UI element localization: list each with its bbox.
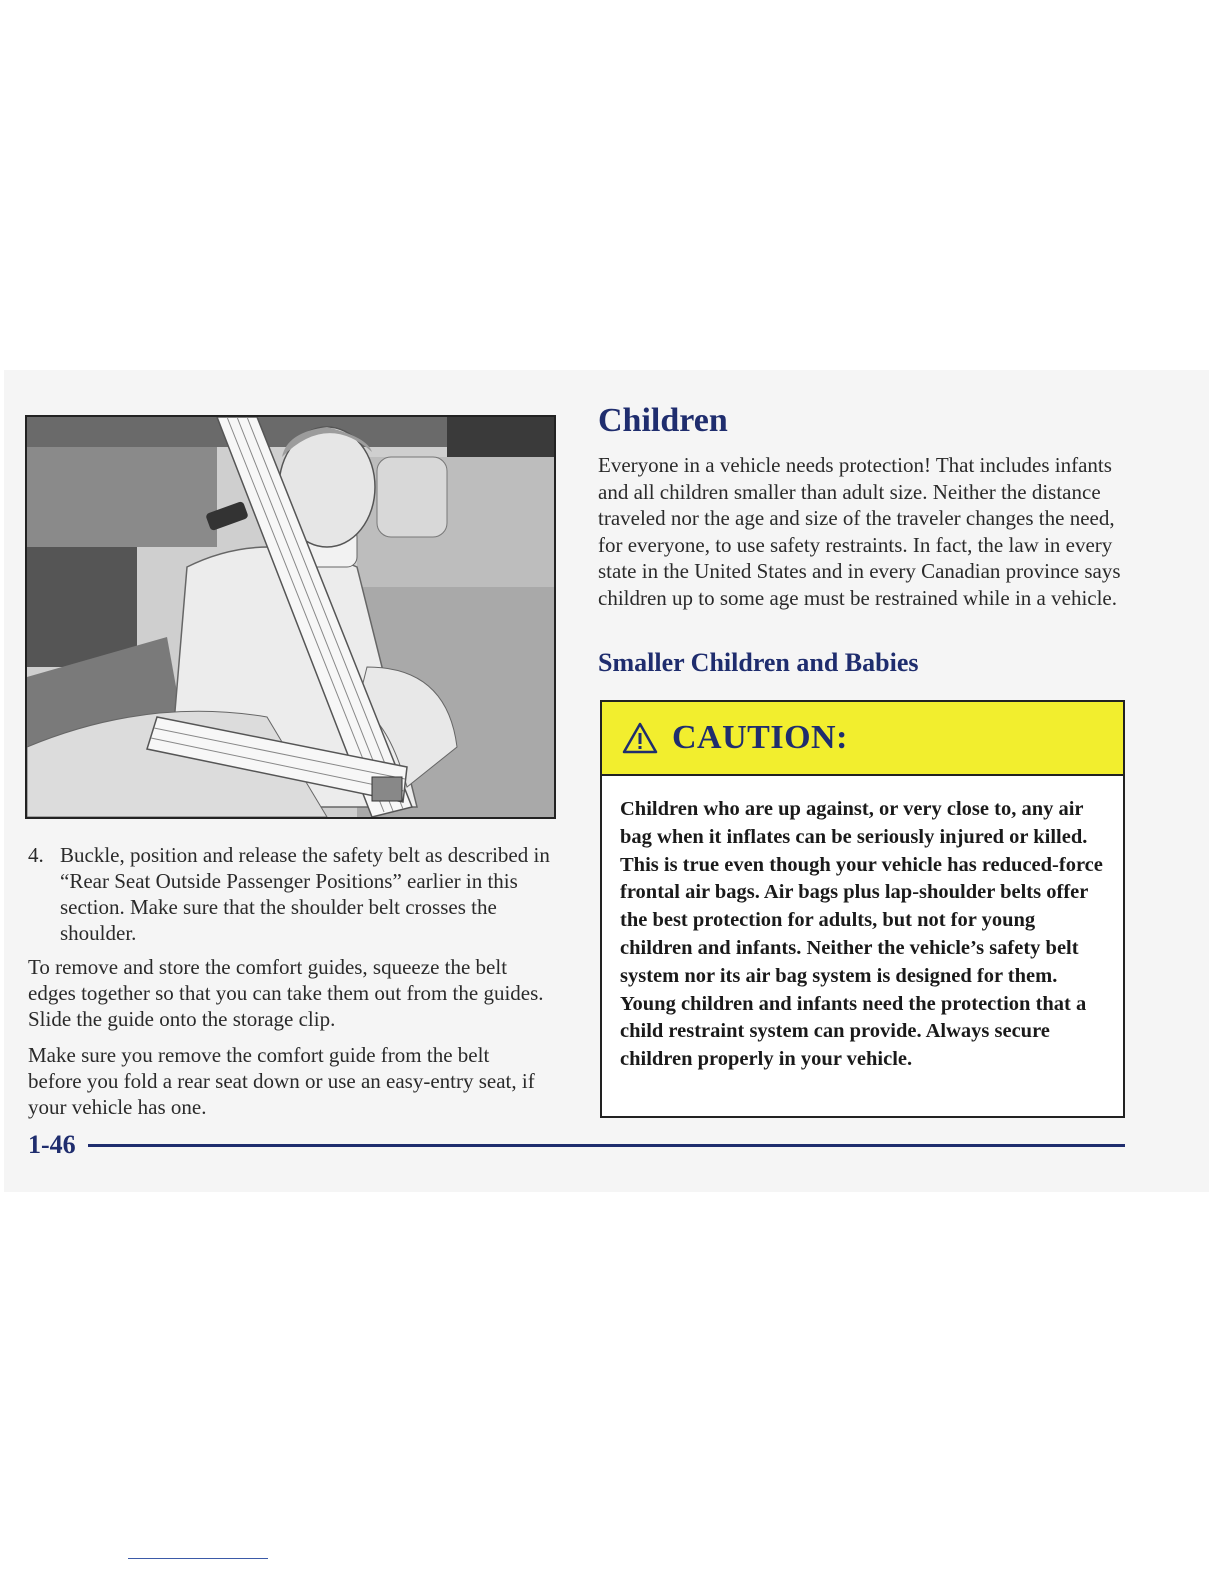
footer-link-underline <box>128 1558 268 1559</box>
section-heading: Children <box>598 402 728 439</box>
intro-paragraph: Everyone in a vehicle needs protection! That includes infants and all children smaller than adult size. Neither the distance traveled nor the age and size of the traveler changes the need, for everyone, to use safety restraints. In fact, the law in every state in the United States and in every Canadian province says children up to some age must be restrained while in a vehicle. <box>598 453 1121 610</box>
caution-header <box>602 702 1123 776</box>
warning-triangle-icon <box>622 722 658 754</box>
footer-rule <box>88 1144 1125 1147</box>
comfort-guide-removal-paragraph: To remove and store the comfort guides, squeeze the belt edges together so that you can take them out from the guides. Slide the guide onto the storage clip. <box>28 955 544 1031</box>
page-number: 1-46 <box>28 1130 76 1159</box>
child-seatbelt-drawing <box>27 417 554 817</box>
step-text: Buckle, position and release the safety belt as described in “Rear Seat Outside Passenger Positions” earlier in this section. Make sure that the shoulder belt crosses the shoulder. <box>60 843 550 945</box>
caution-box <box>600 700 1125 1118</box>
instruction-step-4 <box>28 842 568 946</box>
caution-text: Children who are up against, or very close to, any air bag when it inflates can be seriously injured or killed. This is true even though your vehicle has reduced-force frontal air bags. Air bags plus lap-shoulder belts offer the best protection for adults, but not for young children and infants. Neither the vehicle’s safety belt system nor its air bag system is designed for them. Young children and infants need the protection that a child restraint system can provide. Always secure children properly in your vehicle. <box>620 798 1103 1071</box>
caution-title: CAUTION: <box>672 719 848 756</box>
child-seatbelt-illustration <box>25 415 556 819</box>
comfort-guide-warning-paragraph: Make sure you remove the comfort guide from the belt before you fold a rear seat down or use an easy-entry seat, if your vehicle has one. <box>28 1043 535 1119</box>
subsection-heading: Smaller Children and Babies <box>598 648 919 677</box>
step-number: 4. <box>28 843 44 867</box>
